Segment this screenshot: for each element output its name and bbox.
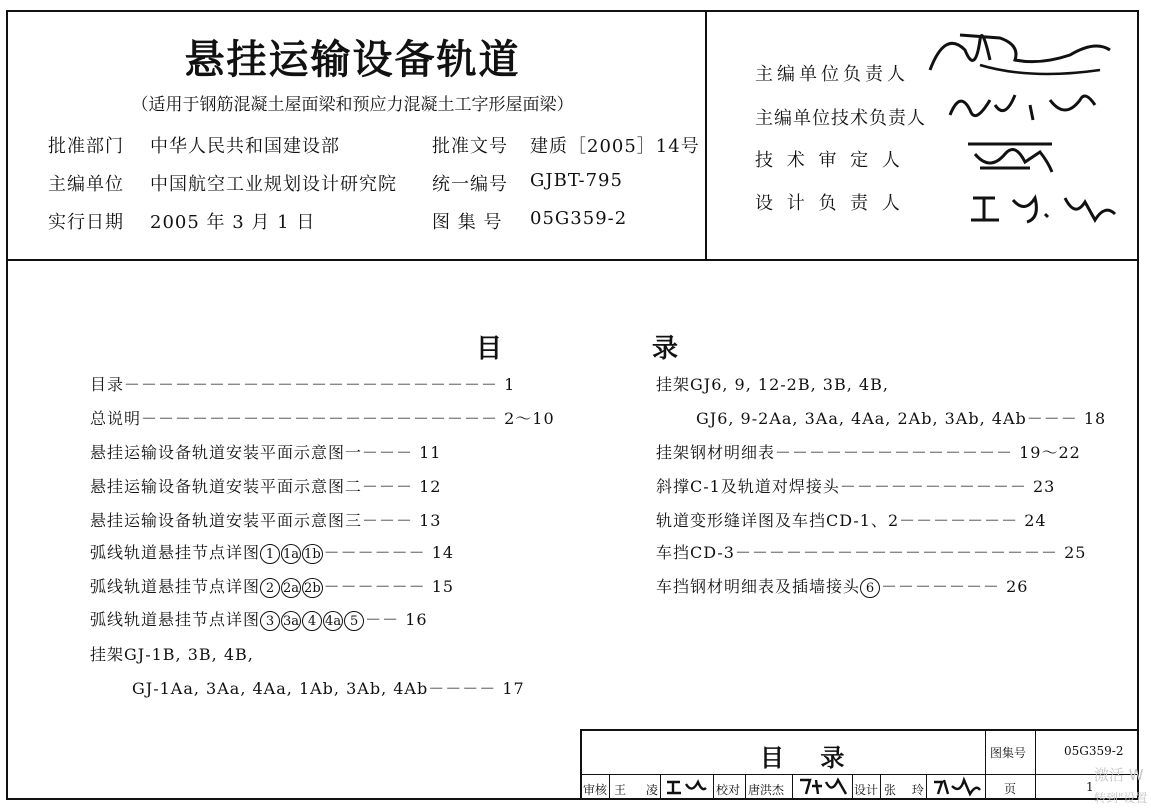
toc-left-6 bbox=[90, 540, 454, 564]
title-block-cell-divider bbox=[713, 775, 714, 800]
design-name: 张 玲 bbox=[884, 783, 930, 797]
detail-circle: 4 bbox=[302, 611, 322, 631]
detail-circle: 2b bbox=[302, 578, 323, 598]
detail-circle: 1 bbox=[260, 544, 280, 564]
toc-leader: －－－－－－－ bbox=[881, 577, 1001, 596]
editor-unit: 中国航空工业规划设计研究院 bbox=[150, 174, 397, 195]
toc-entry-title: 挂架GJ-1B, 3B, 4B, bbox=[90, 645, 254, 664]
toc-left-5 bbox=[90, 508, 441, 531]
toc-page: 11 bbox=[419, 443, 442, 462]
approval-no-label: 批准文号 bbox=[432, 136, 508, 157]
toc-right-7 bbox=[656, 574, 1028, 598]
unified-no-label: 统一编号 bbox=[432, 174, 508, 195]
toc-leader: －－ bbox=[365, 610, 400, 629]
toc-heading-right: 录 bbox=[652, 334, 679, 364]
toc-entry-title: 挂架钢材明细表 bbox=[656, 443, 776, 462]
toc-right-1 bbox=[656, 372, 889, 395]
review-name: 王 凌 bbox=[614, 783, 666, 797]
review-label: 审核 bbox=[583, 783, 608, 797]
header-vertical-divider bbox=[705, 10, 707, 260]
toc-page: 13 bbox=[419, 511, 442, 530]
toc-right-4 bbox=[656, 474, 1055, 497]
toc-leader: －－－－ bbox=[428, 679, 497, 698]
toc-entry-title: GJ6, 9-2Aa, 3Aa, 4Aa, 2Ab, 3Ab, 4Ab bbox=[696, 409, 1027, 428]
title-block-page-label: 页 bbox=[1004, 782, 1017, 796]
toc-leader: －－－－－－－－－－－－－－－－－－－－－ bbox=[141, 409, 499, 428]
toc-page: 23 bbox=[1032, 477, 1056, 496]
toc-leader: －－－－－－－－－－－－－－－－－－－ bbox=[734, 543, 1058, 562]
toc-entry-title: GJ-1Aa, 3Aa, 4Aa, 1Ab, 3Ab, 4Ab bbox=[132, 679, 429, 698]
toc-left-4 bbox=[90, 474, 441, 497]
responsible-label-4: 设 计 负 责 人 bbox=[755, 193, 904, 214]
detail-circle: 2a bbox=[281, 578, 301, 598]
responsible-label-3: 技 术 审 定 人 bbox=[755, 150, 904, 171]
toc-leader: －－－－－－－－－－－ bbox=[839, 477, 1027, 496]
toc-leader: －－－－－－－－－－－－－－ bbox=[775, 443, 1014, 462]
toc-page: 17 bbox=[502, 679, 525, 698]
toc-left-2 bbox=[90, 406, 555, 429]
toc-left-1 bbox=[90, 372, 515, 395]
toc-page: 26 bbox=[1006, 577, 1029, 596]
toc-page: 15 bbox=[431, 577, 455, 596]
title-block-cell-divider bbox=[852, 775, 853, 800]
toc-entry-title: 弧线轨道悬挂节点详图 bbox=[90, 610, 261, 629]
title-block-row-divider bbox=[581, 774, 1139, 775]
detail-circle: 4a bbox=[323, 611, 343, 631]
check-label: 校对 bbox=[716, 783, 741, 797]
check-name: 唐洪杰 bbox=[748, 783, 785, 797]
toc-page: 19～22 bbox=[1019, 443, 1081, 462]
title-block-cell-divider bbox=[609, 775, 610, 800]
detail-circle: 3 bbox=[260, 611, 280, 631]
toc-entry-title: 车挡CD-3 bbox=[656, 543, 735, 562]
toc-entry-title: 目录 bbox=[90, 375, 125, 394]
impl-date-label: 实行日期 bbox=[48, 212, 124, 233]
detail-circle: 1a bbox=[281, 544, 301, 564]
title-block-title: 目 录 bbox=[760, 744, 859, 772]
toc-leader: －－－ bbox=[362, 477, 414, 496]
atlas-no-label: 图 集 号 bbox=[432, 212, 503, 233]
toc-leader: －－－－－－－－－－－－－－－－－－－－－－ bbox=[124, 375, 499, 394]
toc-page: 12 bbox=[419, 477, 442, 496]
signature-check bbox=[796, 776, 850, 798]
toc-entry-title: 弧线轨道悬挂节点详图 bbox=[90, 543, 261, 562]
detail-circle: 3a bbox=[281, 611, 301, 631]
toc-page: 14 bbox=[431, 543, 455, 562]
atlas-no: 05G359-2 bbox=[530, 208, 628, 229]
title-block-col-divider-1 bbox=[985, 730, 986, 800]
toc-page: 16 bbox=[405, 610, 428, 629]
toc-leader: －－－ bbox=[362, 443, 414, 462]
signature-technical-reviewer bbox=[960, 132, 1060, 180]
toc-right-2 bbox=[696, 406, 1106, 429]
toc-entry-title: 悬挂运输设备轨道安装平面示意图三 bbox=[90, 511, 363, 530]
title-block-cell-divider bbox=[792, 775, 793, 800]
toc-left-3 bbox=[90, 440, 441, 463]
toc-leader: －－－ bbox=[362, 511, 414, 530]
title-block-col-divider-2 bbox=[1035, 730, 1036, 800]
toc-left-10 bbox=[132, 676, 525, 699]
approval-dept-label: 批准部门 bbox=[48, 136, 124, 157]
activation-watermark-line1: 激活 W bbox=[1094, 766, 1144, 784]
impl-date: 2005 年 3 月 1 日 bbox=[150, 212, 316, 233]
toc-page: 2～10 bbox=[504, 409, 555, 428]
toc-entry-title: 弧线轨道悬挂节点详图 bbox=[90, 577, 261, 596]
toc-right-3 bbox=[656, 440, 1081, 463]
toc-leader: －－－－－－－ bbox=[899, 511, 1019, 530]
signature-review bbox=[664, 776, 710, 798]
toc-entry-title: 车挡钢材明细表及插墙接头 bbox=[656, 577, 861, 596]
toc-page: 1 bbox=[504, 375, 516, 394]
responsible-label-2: 主编单位技术负责人 bbox=[755, 108, 926, 129]
title-block-cell-divider bbox=[745, 775, 746, 800]
toc-leader: －－－ bbox=[1026, 409, 1078, 428]
toc-entry-title: 悬挂运输设备轨道安装平面示意图二 bbox=[90, 477, 363, 496]
toc-leader: －－－－－－ bbox=[323, 543, 426, 562]
toc-page: 18 bbox=[1083, 409, 1107, 428]
toc-heading-left: 目 bbox=[476, 334, 503, 364]
toc-left-8 bbox=[90, 607, 428, 631]
toc-entry-title: 斜撑C-1及轨道对焊接头 bbox=[656, 477, 840, 496]
editor-unit-label: 主编单位 bbox=[48, 174, 124, 195]
detail-circle: 1b bbox=[302, 544, 323, 564]
toc-entry-title: 轨道变形缝详图及车挡CD-1、2 bbox=[656, 511, 900, 530]
signature-design bbox=[930, 776, 982, 798]
toc-page: 24 bbox=[1024, 511, 1047, 530]
document-subtitle: （适用于钢筋混凝土屋面梁和预应力混凝土工字形屋面梁） bbox=[131, 95, 574, 115]
toc-leader: －－－－－－ bbox=[323, 577, 426, 596]
title-block-atlas-no: 05G359-2 bbox=[1064, 744, 1124, 758]
title-block-cell-divider bbox=[880, 775, 881, 800]
design-label: 设计 bbox=[854, 783, 879, 797]
detail-circle: 2 bbox=[260, 578, 280, 598]
responsible-label-1: 主编单位负责人 bbox=[755, 64, 909, 85]
toc-right-6 bbox=[656, 540, 1086, 563]
signature-tech-lead bbox=[935, 80, 1105, 135]
toc-entry-title: 总说明 bbox=[90, 409, 142, 428]
signature-design-leads bbox=[965, 184, 1125, 232]
detail-circle: 6 bbox=[860, 578, 880, 598]
toc-page: 25 bbox=[1064, 543, 1087, 562]
toc-left-9 bbox=[90, 642, 254, 665]
header-divider bbox=[6, 259, 1139, 261]
approval-no: 建质［2005］14号 bbox=[530, 136, 700, 157]
toc-left-7 bbox=[90, 574, 454, 598]
detail-circle: 5 bbox=[344, 611, 364, 631]
title-block-page-no: 1 bbox=[1086, 780, 1094, 794]
toc-entry-title: 悬挂运输设备轨道安装平面示意图一 bbox=[90, 443, 363, 462]
approval-dept: 中华人民共和国建设部 bbox=[150, 136, 340, 157]
title-block-atlas-label: 图集号 bbox=[990, 746, 1027, 760]
activation-watermark-line2: 转到"设置 bbox=[1094, 791, 1148, 805]
toc-entry-title: 挂架GJ6, 9, 12-2B, 3B, 4B, bbox=[656, 375, 889, 394]
toc-right-5 bbox=[656, 508, 1047, 531]
document-title: 悬挂运输设备轨道 bbox=[184, 37, 521, 83]
unified-no: GJBT-795 bbox=[530, 170, 623, 191]
